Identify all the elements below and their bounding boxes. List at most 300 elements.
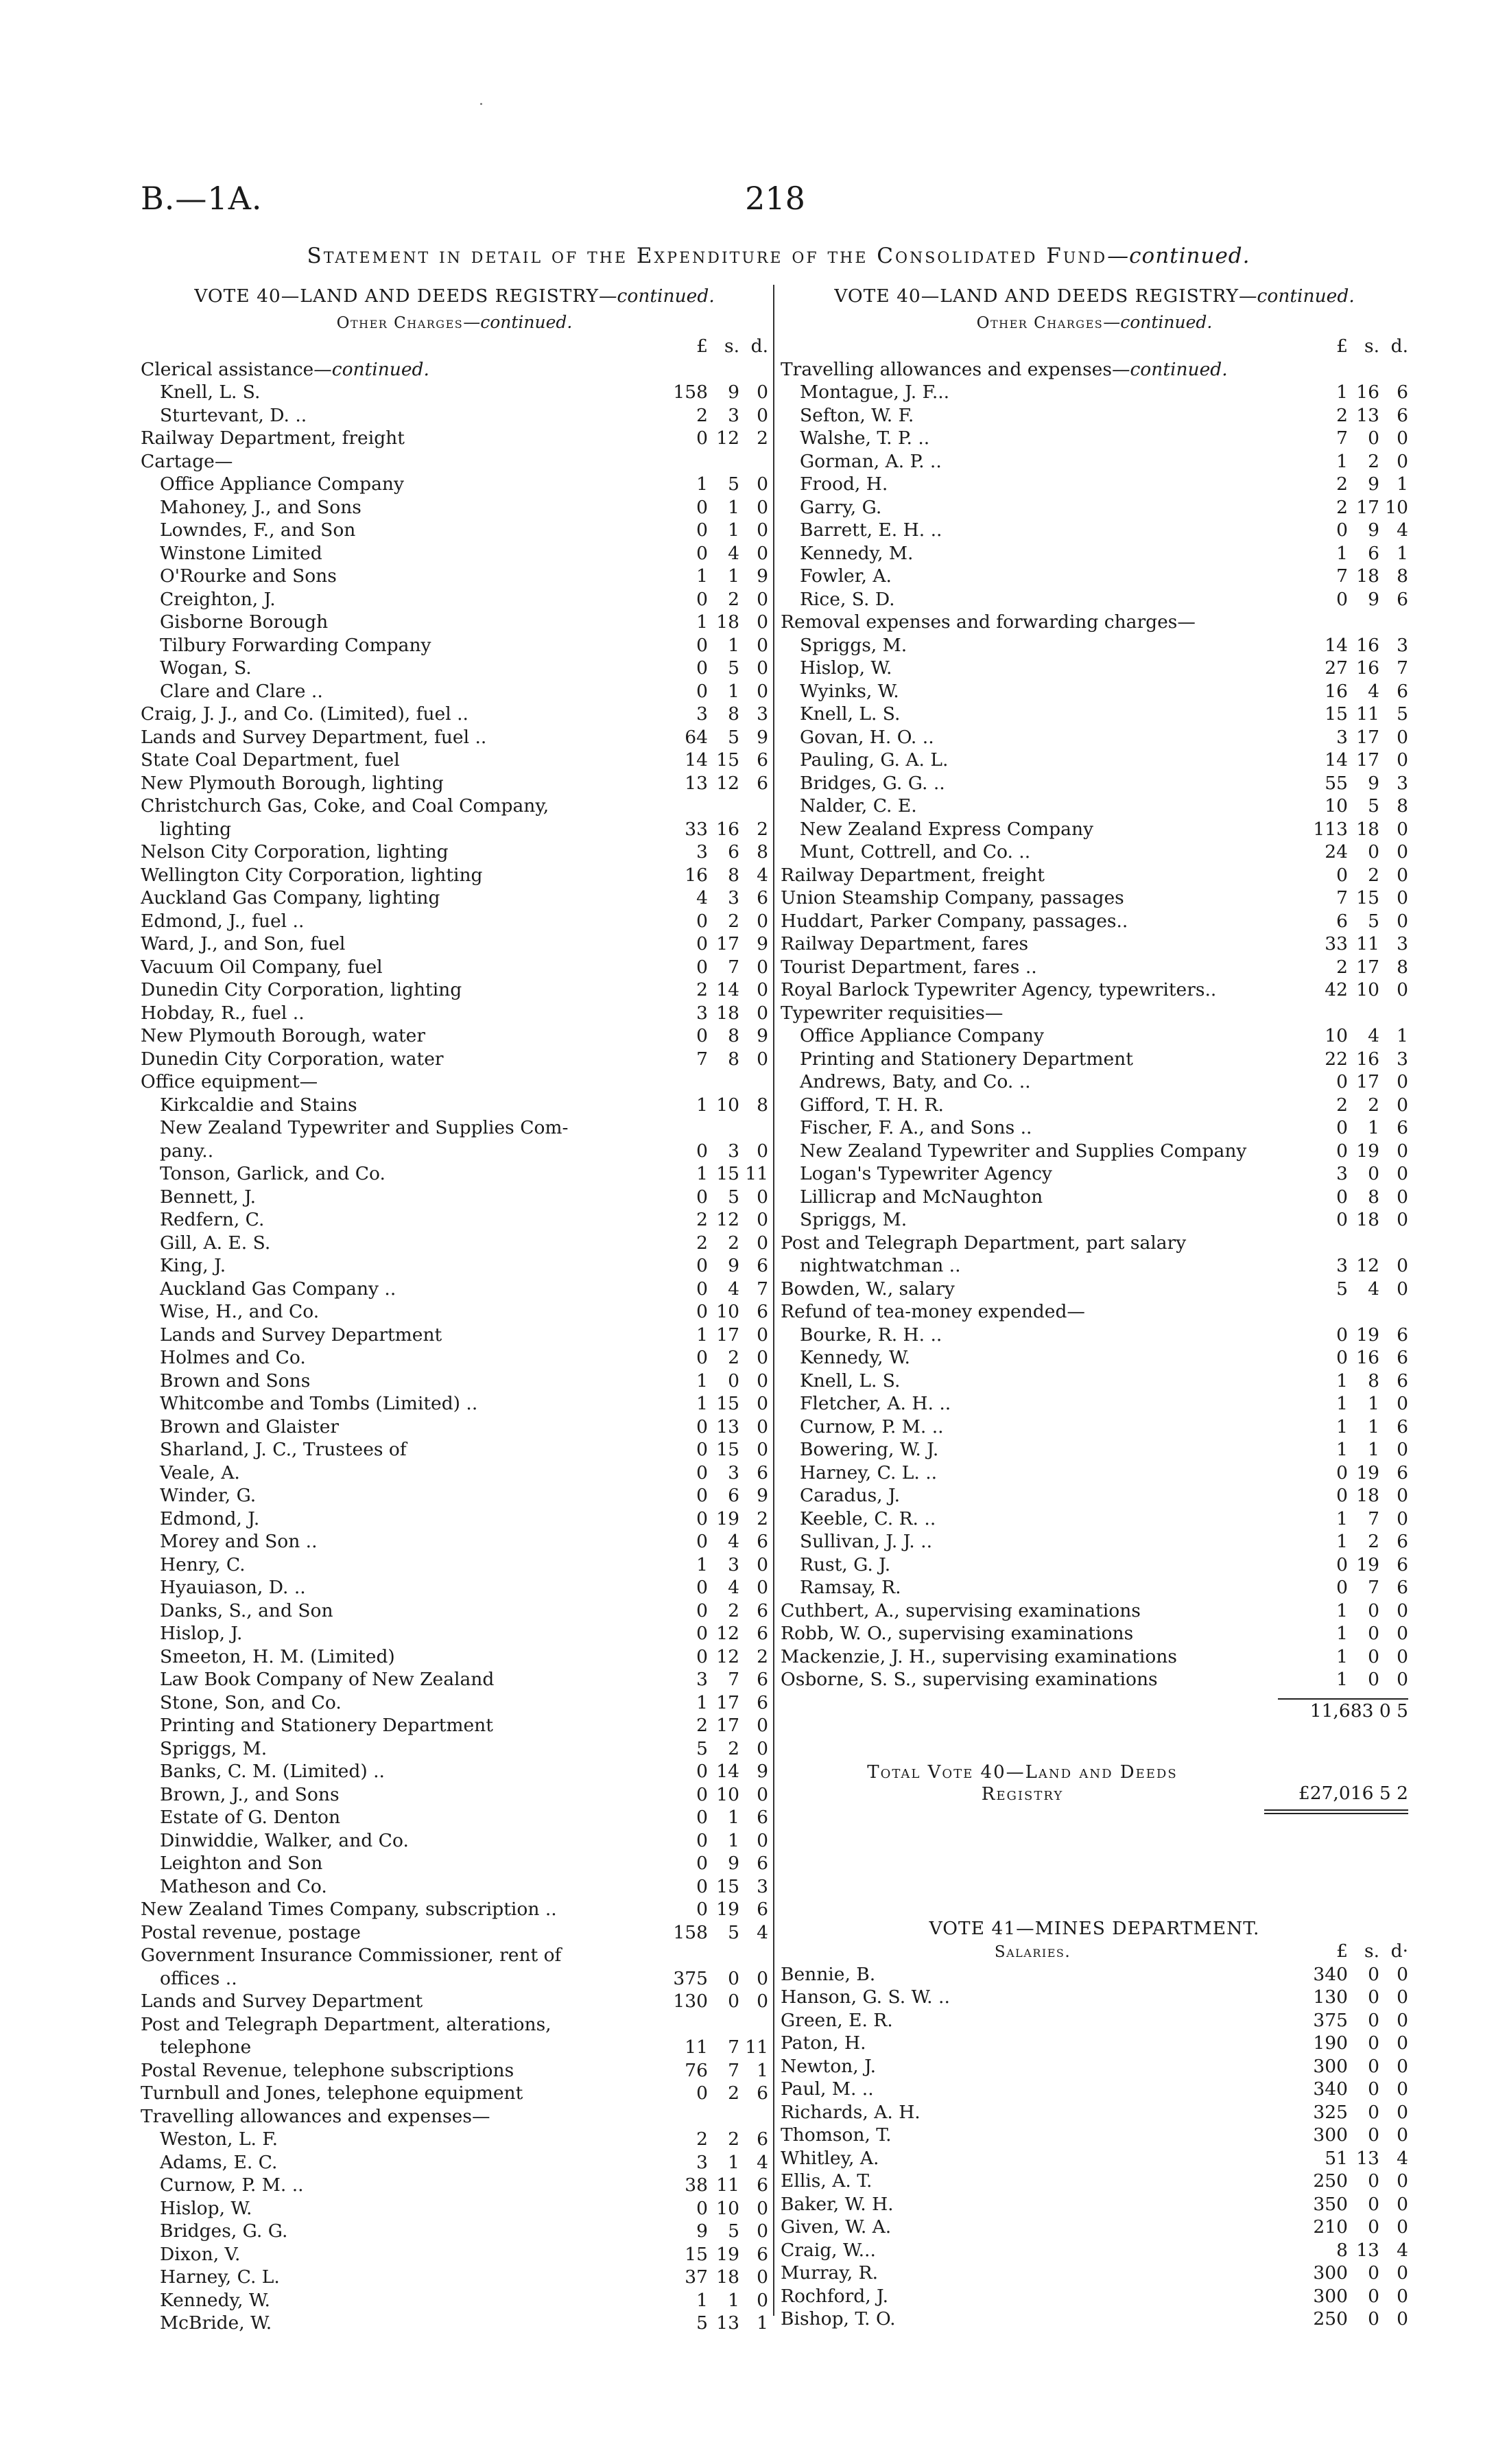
entry-description: Gorman, A. P. ..	[800, 450, 942, 472]
shillings-value: 18	[1356, 565, 1379, 587]
entry-description: New Zealand Typewriter and Supplies Company	[800, 1140, 1247, 1162]
ledger-entry	[141, 381, 768, 404]
pence-value: 0	[757, 1048, 768, 1070]
entry-amount	[645, 542, 768, 565]
pence-value: 6	[757, 772, 768, 794]
pence-value: 9	[757, 1485, 768, 1506]
shillings-value: 8	[728, 1025, 739, 1046]
shillings-value: 13	[1356, 404, 1379, 426]
shillings-value: 14	[716, 979, 739, 1000]
pence-value: 0	[757, 1737, 768, 1759]
page-title-text: Statement in detail of the Expenditure of the Consolidated Fund	[307, 244, 1108, 268]
pence-value: 4	[1397, 2239, 1408, 2261]
entry-amount	[645, 1921, 768, 1945]
pence-value: 0	[757, 1439, 768, 1460]
pounds-value: 1	[696, 1370, 708, 1392]
pounds-value: 0	[1336, 864, 1348, 886]
pounds-value: 2	[696, 1715, 708, 1736]
pence-value: 0	[1397, 1485, 1408, 1506]
entry-description: Robb, W. O., supervising examinations	[781, 1623, 1134, 1644]
entry-description: Dunedin City Corporation, lighting	[141, 979, 462, 1000]
entry-amount	[645, 2151, 768, 2174]
pence-value: 6	[1397, 1416, 1408, 1438]
ledger-entry	[141, 1462, 768, 1485]
shillings-value: 5	[728, 2220, 739, 2242]
entry-description: Tonson, Garlick, and Co.	[160, 1163, 385, 1184]
pence-value: 6	[757, 1807, 768, 1828]
entry-amount	[645, 381, 768, 404]
entry-heading	[141, 358, 768, 382]
entry-amount	[1285, 1438, 1408, 1462]
entry-amount	[1285, 1392, 1408, 1416]
pence-value: 0	[1397, 1669, 1408, 1690]
pounds-value: 33	[1325, 933, 1348, 954]
entry-description: Government Insurance Commissioner, rent of	[141, 1945, 562, 1966]
entry-amount	[1285, 2009, 1408, 2032]
ledger-entry	[781, 1530, 1408, 1553]
entry-description: Hyauiason, D. ..	[160, 1577, 306, 1598]
entry-description: Dixon, V.	[160, 2243, 241, 2265]
ledger-entry	[141, 1507, 768, 1531]
sub-heading-continued: —continued.	[463, 312, 573, 332]
entry-amount	[645, 1553, 768, 1577]
entry-amount	[1285, 565, 1408, 588]
ledger-entry	[781, 1048, 1408, 1071]
shillings-value: 2	[728, 2082, 739, 2104]
entry-description-continued: continued.	[1130, 358, 1228, 380]
ledger-entry	[141, 680, 768, 703]
shillings-value: 12	[716, 1645, 739, 1667]
section-gap	[781, 1814, 1408, 1917]
ledger-entry	[141, 703, 768, 726]
ledger-entry	[141, 1829, 768, 1853]
pence-value: 3	[757, 1875, 768, 1897]
ledger-entry	[141, 910, 768, 933]
pounds-value: 0	[696, 1577, 708, 1598]
ledger-entry	[141, 1416, 768, 1439]
ledger-entry	[141, 1094, 768, 1117]
pence-value: 0	[1397, 841, 1408, 863]
pounds-value: 0	[696, 1645, 708, 1667]
pounds-value: 340	[1313, 1963, 1348, 1985]
shillings-value: 13	[716, 2312, 739, 2334]
pence-value: 1	[1397, 1025, 1408, 1046]
entry-amount	[645, 2128, 768, 2151]
entry-description: Wellington City Corporation, lighting	[141, 864, 483, 886]
pounds-value: 350	[1313, 2193, 1348, 2215]
entry-description: Bourke, R. H. ..	[800, 1324, 942, 1346]
entry-description: Munt, Cottrell, and Co. ..	[800, 841, 1031, 863]
shillings-value: 6	[728, 841, 739, 863]
entry-amount	[1285, 588, 1408, 611]
shillings-value: 0	[1368, 841, 1379, 863]
entry-amount	[645, 841, 768, 864]
entry-description: Kennedy, W.	[160, 2289, 270, 2311]
entry-description: Thomson, T.	[781, 2124, 892, 2146]
shillings-value: 17	[1356, 749, 1379, 771]
pounds-value: 1	[1336, 1669, 1348, 1690]
ledger-entry	[141, 2036, 768, 2059]
entry-description: Postal Revenue, telephone subscriptions	[141, 2059, 514, 2081]
shillings-value: 19	[1356, 1140, 1379, 1162]
shillings-value: 0	[1368, 427, 1379, 449]
shillings-value: 16	[1356, 634, 1379, 656]
entry-heading	[781, 1002, 1408, 1025]
pounds-value: 0	[696, 1416, 708, 1438]
ledger-entry	[141, 978, 768, 1002]
sub-heading-left	[141, 311, 768, 336]
pence-value: 0	[757, 1186, 768, 1208]
entry-description: Kennedy, W.	[800, 1347, 910, 1368]
entry-amount	[1285, 680, 1408, 703]
ledger-entry	[141, 2220, 768, 2243]
shillings-value: 3	[728, 1553, 739, 1575]
shillings-value: 9	[1368, 772, 1379, 794]
entry-description: Craig, W...	[781, 2239, 876, 2261]
entry-description: Veale, A.	[160, 1462, 240, 1483]
pounds-value: 375	[1313, 2009, 1348, 2031]
entry-amount	[645, 1484, 768, 1507]
pounds-value: 0	[696, 680, 708, 702]
ledger-entry	[781, 910, 1408, 933]
pounds-value: 0	[696, 1140, 708, 1162]
entry-amount	[645, 726, 768, 749]
shillings-value: 3	[728, 1462, 739, 1483]
entry-amount	[645, 588, 768, 611]
shillings-value: 0	[1368, 1163, 1379, 1184]
pence-value: 1	[1397, 542, 1408, 564]
entry-description: Mackenzie, J. H., supervising examinations	[781, 1645, 1177, 1667]
pence-value: 3	[1397, 1048, 1408, 1070]
pence-value: 7	[757, 1278, 768, 1300]
pounds-value: 0	[1336, 1117, 1348, 1138]
entry-description: Paton, H.	[781, 2032, 866, 2054]
ledger-entry	[781, 2262, 1408, 2285]
pounds-value: 8	[1336, 2239, 1348, 2261]
entry-description: Henry, C.	[160, 1553, 246, 1575]
ledger-entry	[781, 2147, 1408, 2170]
pence-value: 0	[757, 404, 768, 426]
pounds-value: 0	[1336, 1186, 1348, 1208]
ledger-entry	[781, 1462, 1408, 1485]
ledger-entry	[141, 657, 768, 680]
pence-value: 0	[757, 1991, 768, 2012]
entry-amount	[645, 2243, 768, 2266]
pence-value: 0	[757, 473, 768, 495]
pence-value: 0	[1397, 1071, 1408, 1092]
vote-40-heading-right	[781, 285, 1408, 308]
entry-amount	[645, 611, 768, 634]
shillings-value: 1	[1368, 1393, 1379, 1414]
pence-unit: d.	[1390, 336, 1408, 357]
shillings-value: 1	[1368, 1439, 1379, 1460]
entry-description: Montague, J. F...	[800, 382, 950, 403]
shillings-value: 10	[716, 1783, 739, 1805]
pence-value: 6	[757, 1599, 768, 1621]
pounds-value: 55	[1325, 772, 1348, 794]
pence-value: 0	[1397, 1645, 1408, 1667]
pence-value: 6	[757, 2128, 768, 2150]
ledger-entry	[141, 1576, 768, 1599]
pounds-value: 14	[685, 749, 708, 771]
entry-description: Knell, L. S.	[800, 703, 901, 725]
pounds-value: 0	[696, 1462, 708, 1483]
shillings-value: 2	[728, 1599, 739, 1621]
shillings-value: 12	[716, 772, 739, 794]
pounds-value: 2	[696, 1232, 708, 1254]
entry-description: Bridges, G. G.	[160, 2220, 288, 2242]
ledger-entry	[781, 1668, 1408, 1691]
entry-description: Wise, H., and Co.	[160, 1301, 320, 1322]
entry-description-continued: continued.	[331, 358, 429, 380]
ledger-entry	[141, 1232, 768, 1255]
shillings-value: 0	[1368, 2101, 1379, 2123]
ledger-entry	[141, 1048, 768, 1071]
shillings-value: 8	[728, 1048, 739, 1070]
pence-value: 0	[757, 1232, 768, 1254]
entry-description: lighting	[160, 818, 232, 840]
ledger-entry	[141, 1852, 768, 1875]
pounds-value: 3	[696, 703, 708, 725]
entry-amount	[1285, 818, 1408, 841]
ledger-entry	[141, 1278, 768, 1301]
shillings-value: 4	[728, 1577, 739, 1598]
entry-description: Huddart, Parker Company, passages..	[781, 910, 1128, 932]
pence-value: 0	[757, 1393, 768, 1414]
pounds-value: 300	[1313, 2285, 1348, 2307]
entry-amount	[1285, 2262, 1408, 2285]
pounds-value: 7	[1336, 427, 1348, 449]
entry-amount	[1285, 703, 1408, 726]
pence-value: 4	[757, 2151, 768, 2173]
entry-description: Keeble, C. R. ..	[800, 1507, 936, 1529]
pence-value: 0	[1397, 1140, 1408, 1162]
pounds-value: 158	[673, 1921, 708, 1943]
pence-value: 6	[1397, 382, 1408, 403]
shillings-value: 5	[1368, 795, 1379, 817]
pence-value: 0	[757, 496, 768, 518]
ledger-entry	[781, 772, 1408, 795]
ledger-entry	[141, 2128, 768, 2151]
entry-description: Newton, J.	[781, 2055, 877, 2077]
pence-value: 0	[1397, 910, 1408, 932]
entry-amount	[1285, 2101, 1408, 2124]
pounds-value: 1	[696, 611, 708, 633]
entry-description: Spriggs, M.	[160, 1737, 268, 1759]
entry-description: Hobday, R., fuel ..	[141, 1002, 305, 1024]
shillings-value: 3	[728, 1140, 739, 1162]
entry-amount	[645, 1783, 768, 1807]
entry-amount	[645, 818, 768, 841]
pounds-value: 0	[696, 1255, 708, 1276]
entry-amount	[645, 703, 768, 726]
pounds-value: 24	[1325, 841, 1348, 863]
entry-amount	[645, 519, 768, 542]
pounds-value: 113	[1313, 818, 1348, 840]
currency-units-row	[781, 335, 1408, 358]
pence-value: 0	[757, 1140, 768, 1162]
entry-description: New Zealand Express Company	[800, 818, 1093, 840]
pence-value: 0	[1397, 818, 1408, 840]
shillings-value: 3	[728, 887, 739, 908]
entry-amount	[1285, 772, 1408, 795]
pounds-value: 190	[1313, 2032, 1348, 2054]
entry-amount	[645, 1278, 768, 1301]
ledger-entry	[781, 588, 1408, 611]
shillings-value: 18	[716, 611, 739, 633]
entry-description: Wogan, S.	[160, 657, 252, 679]
shillings-value: 10	[716, 1301, 739, 1322]
ledger-entry	[141, 887, 768, 910]
shillings-value: 16	[716, 818, 739, 840]
pounds-value: 10	[1325, 1025, 1348, 1046]
pounds-value: 1	[1336, 542, 1348, 564]
ledger-entry	[781, 496, 1408, 519]
sub-heading-continued: —continued.	[1103, 312, 1213, 332]
entry-description: Fletcher, A. H. ..	[800, 1393, 951, 1414]
entry-description: Post and Telegraph Department, part salary	[781, 1232, 1187, 1254]
entry-amount	[645, 1760, 768, 1783]
entry-description: Office equipment—	[141, 1071, 318, 1092]
entry-amount	[645, 1162, 768, 1186]
pounds-value: 11	[685, 2037, 708, 2058]
entry-description: pany..	[160, 1140, 214, 1162]
document-reference: B.—1A.	[141, 180, 263, 217]
shillings-value: 5	[728, 726, 739, 748]
entry-amount	[645, 1875, 768, 1899]
entry-description: Railway Department, fares	[781, 933, 1029, 954]
pence-value: 0	[757, 2197, 768, 2219]
entry-description: Harney, C. L. ..	[800, 1462, 938, 1483]
entry-description: Hanson, G. S. W. ..	[781, 1986, 950, 2008]
right-column	[781, 285, 1408, 2331]
ledger-entry	[141, 1162, 768, 1186]
pence-value: 0	[757, 1324, 768, 1346]
pounds-value: 2	[1336, 404, 1348, 426]
entry-heading	[141, 795, 768, 818]
shillings-value: 2	[728, 588, 739, 610]
entry-amount	[1285, 1599, 1408, 1623]
entry-amount	[1285, 841, 1408, 864]
shillings-value: 13	[1356, 2147, 1379, 2169]
ledger-entry	[141, 404, 768, 427]
right-entries	[781, 358, 1408, 1691]
entry-amount	[645, 1622, 768, 1645]
entry-amount	[645, 1324, 768, 1347]
pounds-value: 1	[1336, 1416, 1348, 1438]
entry-description: King, J.	[160, 1255, 226, 1276]
pence-value: 0	[757, 634, 768, 656]
shillings-value: 1	[728, 565, 739, 587]
entry-amount	[645, 1806, 768, 1829]
ledger-entry	[781, 1986, 1408, 2009]
entry-amount	[1285, 795, 1408, 818]
entry-description: Danks, S., and Son	[160, 1599, 333, 1621]
pence-value: 0	[1397, 2009, 1408, 2031]
pence-value: 6	[757, 749, 768, 771]
entry-amount	[1285, 450, 1408, 473]
shillings-value: 17	[716, 1324, 739, 1346]
shillings-value: 19	[1356, 1462, 1379, 1483]
entry-amount	[1285, 2147, 1408, 2170]
vote-title-continued: —continued.	[1239, 285, 1355, 307]
pounds-value: 0	[696, 1761, 708, 1782]
pence-value: 6	[1397, 1370, 1408, 1392]
ledger-entry	[141, 1438, 768, 1462]
pounds-value: 3	[1336, 726, 1348, 748]
entry-amount	[1285, 887, 1408, 910]
entry-description: Post and Telegraph Department, alterations,	[141, 2013, 551, 2035]
ledger-entry	[141, 1208, 768, 1232]
pence-value: 0	[1397, 887, 1408, 908]
entry-amount	[645, 932, 768, 956]
entry-amount	[1285, 726, 1408, 749]
pence-value: 6	[757, 1623, 768, 1644]
shillings-value: 9	[728, 382, 739, 403]
entry-description: Bishop, T. O.	[781, 2308, 896, 2330]
entry-amount	[1285, 473, 1408, 496]
entry-amount	[1285, 2308, 1408, 2331]
pounds-value: 76	[685, 2059, 708, 2081]
entry-description: Auckland Gas Company ..	[160, 1278, 396, 1300]
vote-40-total-amount: £27,016 5 2	[1298, 1783, 1408, 1804]
pence-value: 0	[757, 1347, 768, 1368]
shillings-value: 5	[728, 1921, 739, 1943]
entry-description: Ellis, A. T.	[781, 2170, 873, 2192]
entry-description: New Zealand Typewriter and Supplies Com-	[160, 1117, 569, 1138]
pounds-value: 2	[1336, 956, 1348, 978]
ledger-entry	[781, 2285, 1408, 2308]
entry-amount	[645, 1967, 768, 1991]
page-number: 218	[745, 180, 805, 217]
entry-description: Sullivan, J. J. ..	[800, 1531, 933, 1552]
entry-description: nightwatchman ..	[800, 1255, 961, 1276]
pounds-value: 1	[1336, 1599, 1348, 1621]
entry-amount	[1285, 1186, 1408, 1209]
pence-value: 0	[757, 1967, 768, 1989]
pence-value: 6	[757, 1899, 768, 1920]
entry-amount	[1285, 427, 1408, 450]
pounds-value: 14	[1325, 634, 1348, 656]
pence-value: 9	[757, 933, 768, 954]
pence-value: 0	[1397, 726, 1408, 748]
ledger-entry	[141, 2059, 768, 2082]
ledger-entry	[141, 864, 768, 887]
pence-value: 0	[757, 2266, 768, 2288]
entry-amount	[1285, 1370, 1408, 1393]
entry-amount	[645, 1990, 768, 2013]
pence-value: 7	[1397, 657, 1408, 679]
pence-value: 4	[1397, 2147, 1408, 2169]
entry-description: Lands and Survey Department, fuel ..	[141, 726, 487, 748]
entry-description: Estate of G. Denton	[160, 1807, 341, 1828]
entry-amount	[645, 1370, 768, 1393]
pence-value: 0	[1397, 864, 1408, 886]
shillings-value: 5	[1368, 910, 1379, 932]
pounds-unit: £	[1336, 1940, 1348, 1962]
pounds-value: 0	[696, 657, 708, 679]
entry-description: Bowden, W., salary	[781, 1278, 955, 1300]
entry-description: Brown, J., and Sons	[160, 1783, 340, 1805]
entry-description: Sturtevant, D. ..	[160, 404, 307, 426]
entry-heading	[141, 1116, 768, 1140]
pence-value: 6	[1397, 1324, 1408, 1346]
pence-value: 0	[1397, 2285, 1408, 2307]
pounds-value: 1	[696, 1393, 708, 1414]
entry-heading	[781, 358, 1408, 382]
pence-value: 0	[1397, 1278, 1408, 1300]
pence-value: 1	[757, 2312, 768, 2334]
